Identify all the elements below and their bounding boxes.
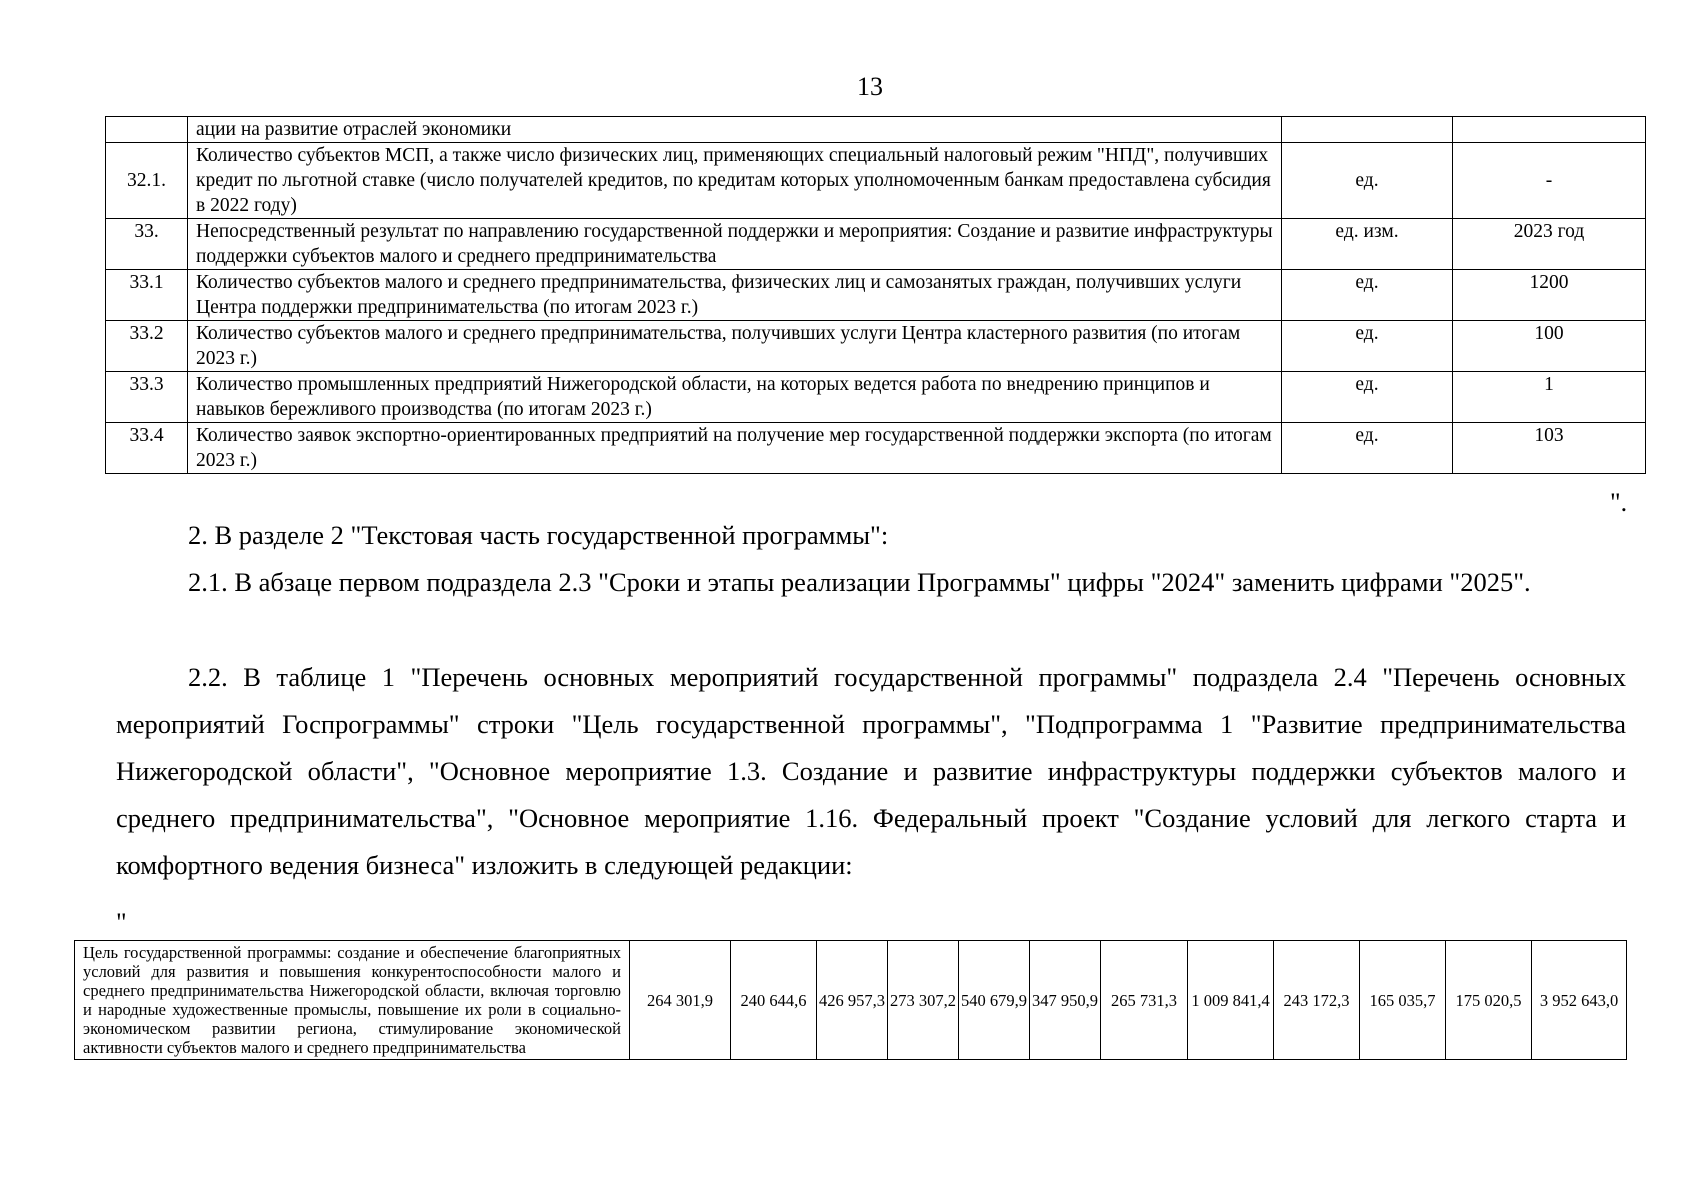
row-unit: ед. [1282, 372, 1453, 423]
row-number: 33.1 [106, 270, 188, 321]
row-value: 2023 год [1453, 219, 1646, 270]
table-row [106, 372, 1646, 423]
row-value: - [1453, 143, 1646, 219]
program-goal-table [74, 940, 1627, 1060]
row-description: Количество заявок экспортно-ориентированных предприятий на получение мер государственной поддержки экспорта (по итогам 2023 г.) [188, 423, 1282, 474]
funding-value: 1 009 841,4 [1188, 941, 1274, 1060]
row-value: 1200 [1453, 270, 1646, 321]
row-number [106, 117, 188, 143]
row-number: 33.4 [106, 423, 188, 474]
table-row [106, 321, 1646, 372]
results-table [105, 116, 1646, 474]
row-value [1453, 117, 1646, 143]
funding-value: 540 679,9 [959, 941, 1030, 1060]
row-description: Непосредственный результат по направлению государственной поддержки и мероприятия: Создание и развитие инфраструктуры поддержки субъектов малого и среднего предпринимательства [188, 219, 1282, 270]
row-value: 100 [1453, 321, 1646, 372]
row-number: 33.3 [106, 372, 188, 423]
table-row [106, 423, 1646, 474]
paragraph-section-2: 2. В разделе 2 "Текстовая часть государственной программы": [188, 520, 889, 550]
row-description: Количество субъектов малого и среднего предпринимательства, получивших услуги Центра кластерного развития (по итогам 2023 г.) [188, 321, 1282, 372]
table-row [106, 143, 1646, 219]
table-row [106, 270, 1646, 321]
row-description: Количество субъектов МСП, а также число физических лиц, применяющих специальный налоговый режим "НПД", получивших кредит по льготной ставке (число получателей кредитов, по кредитам которых уполномоченным банкам предоставлена субсидия в 2022 году) [188, 143, 1282, 219]
row-number: 32.1. [106, 143, 188, 219]
row-value: 103 [1453, 423, 1646, 474]
funding-value: 273 307,2 [888, 941, 959, 1060]
paragraph-2-1: 2.1. В абзаце первом подраздела 2.3 "Сроки и этапы реализации Программы" цифры "2024" заменить цифрами "2025". [188, 567, 1531, 597]
funding-value: 426 957,3 [817, 941, 888, 1060]
row-unit: ед. [1282, 270, 1453, 321]
row-number: 33. [106, 219, 188, 270]
funding-value: 243 172,3 [1274, 941, 1360, 1060]
opening-quote: " [116, 908, 127, 937]
row-unit [1282, 117, 1453, 143]
table-row [106, 117, 1646, 143]
row-description: Количество субъектов малого и среднего предпринимательства, физических лиц и самозанятых граждан, получивших услуги Центра поддержки предпринимательства (по итогам 2023 г.) [188, 270, 1282, 321]
row-unit: ед. [1282, 321, 1453, 372]
funding-value: 175 020,5 [1446, 941, 1532, 1060]
funding-value: 3 952 643,0 [1532, 941, 1627, 1060]
row-value: 1 [1453, 372, 1646, 423]
paragraph-2-2: 2.2. В таблице 1 "Перечень основных мероприятий государственной программы" подраздела 2.4 "Перечень основных мероприятий Госпрограммы" строки "Цель государственной программы", "Подпрограмма 1 "Развитие предпринимательства Нижегородской области", "Основное мероприятие 1.3. Создание и развитие инфраструктуры поддержки субъектов малого и среднего предпринимательства", "Основное мероприятие 1.16. Федеральный проект "Создание условий для легкого старта и комфортного ведения бизнеса" изложить в следующей редакции: [116, 662, 1626, 880]
funding-value: 264 301,9 [630, 941, 731, 1060]
row-number: 33.2 [106, 321, 188, 372]
funding-value: 265 731,3 [1101, 941, 1188, 1060]
row-description: ации на развитие отраслей экономики [188, 117, 1282, 143]
funding-value: 347 950,9 [1030, 941, 1101, 1060]
funding-value: 165 035,7 [1360, 941, 1446, 1060]
page-number: 13 [857, 72, 883, 101]
row-unit: ед. [1282, 423, 1453, 474]
goal-text: Цель государственной программы: создание и обеспечение благоприятных условий для развития и повышения конкурентоспособности малого и среднего предпринимательства Нижегородской области, включая торговлю и народные художественные промыслы, повышение их роли в социально-экономическом развитии региона, стимулирование экономической активности субъектов малого и среднего предпринимательства [75, 941, 630, 1060]
goal-row [75, 941, 1627, 1060]
row-description: Количество промышленных предприятий Нижегородской области, на которых ведется работа по внедрению принципов и навыков бережливого производства (по итогам 2023 г.) [188, 372, 1282, 423]
closing-quote: ". [1610, 488, 1628, 517]
funding-value: 240 644,6 [731, 941, 817, 1060]
row-unit: ед. [1282, 143, 1453, 219]
row-unit: ед. изм. [1282, 219, 1453, 270]
table-row [106, 219, 1646, 270]
